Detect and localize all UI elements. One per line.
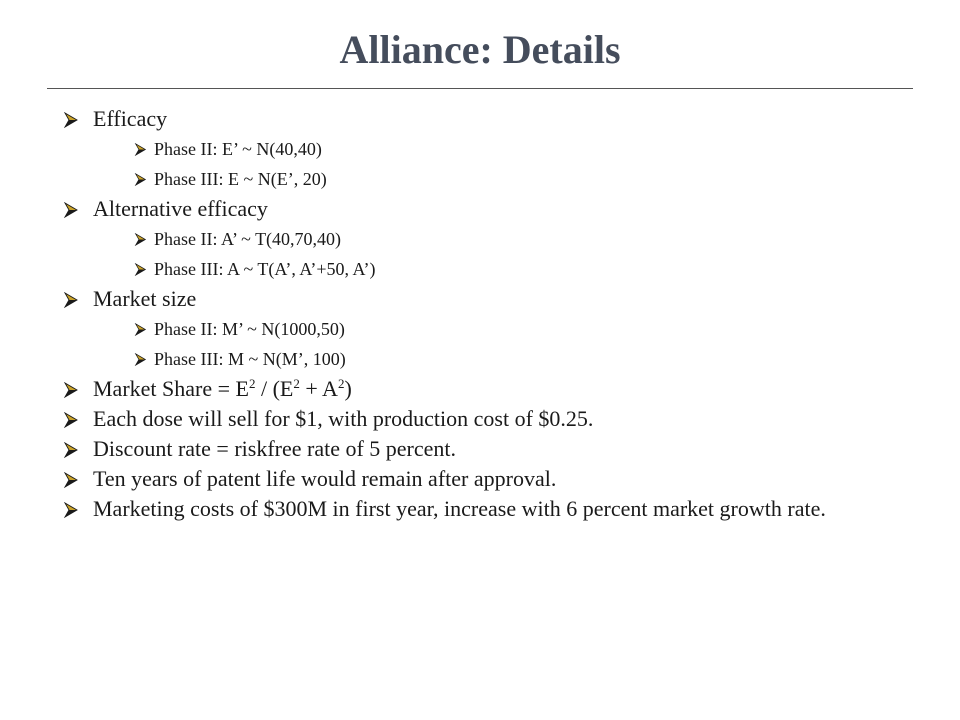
slide-title: Alliance: Details (339, 27, 621, 72)
formula-exponent: 2 (337, 376, 345, 391)
bullet-text: Each dose will sell for $1, with production cost of $0.25. (93, 406, 594, 431)
bullet-alternative-efficacy (63, 194, 913, 284)
bullet-marketing-costs (63, 494, 913, 521)
efficacy-sub-list (93, 134, 913, 194)
chevron-arrow-icon (63, 472, 79, 488)
chevron-arrow-icon (63, 442, 79, 458)
chevron-arrow-icon (63, 112, 79, 128)
chevron-arrow-icon (134, 323, 147, 336)
formula-exponent: 2 (293, 376, 300, 391)
chevron-arrow-icon (63, 412, 79, 428)
bullet-dose-price (63, 404, 913, 434)
sub-bullet-market-size-phase2 (134, 314, 913, 344)
bullet-market-share (63, 374, 913, 404)
bullet-market-size (63, 284, 913, 374)
sub-bullet-alt-efficacy-phase3 (134, 254, 913, 284)
bullet-text: Discount rate = riskfree rate of 5 percent. (93, 436, 457, 461)
sub-bullet-efficacy-phase2 (134, 134, 913, 164)
bullet-market-size-label: Market size (93, 286, 197, 311)
sub-bullet-text: Phase II: A’ ~ T(40,70,40) (154, 229, 342, 249)
sub-bullet-text: Phase III: M ~ N(M’, 100) (154, 349, 346, 369)
chevron-arrow-icon (134, 353, 147, 366)
chevron-arrow-icon (63, 292, 79, 308)
sub-bullet-text: Phase III: E ~ N(E’, 20) (154, 169, 327, 189)
formula-exponent: 2 (248, 376, 256, 391)
formula-part: + A (299, 376, 338, 401)
chevron-arrow-icon (134, 263, 147, 276)
sub-bullet-text: Phase II: M’ ~ N(1000,50) (154, 319, 345, 339)
title-divider (47, 88, 913, 89)
sub-bullet-text: Phase II: E’ ~ N(40,40) (154, 139, 322, 159)
bullet-discount-rate (63, 434, 913, 464)
chevron-arrow-icon (63, 202, 79, 218)
sub-bullet-alt-efficacy-phase2 (134, 224, 913, 254)
chevron-arrow-icon (134, 173, 147, 186)
bullet-alternative-efficacy-label: Alternative efficacy (93, 196, 268, 221)
chevron-arrow-icon (134, 143, 147, 156)
sub-bullet-market-size-phase3 (134, 344, 913, 374)
chevron-arrow-icon (63, 382, 79, 398)
bullet-text: Marketing costs of $300M in first year, increase with 6 percent market growth rate. (93, 496, 826, 521)
bullet-patent-life (63, 464, 913, 494)
alternative-efficacy-sub-list (93, 224, 913, 284)
bullet-efficacy-label: Efficacy (93, 106, 168, 131)
sub-bullet-text: Phase III: A ~ T(A’, A’+50, A’) (154, 259, 376, 279)
sub-bullet-efficacy-phase3 (134, 164, 913, 194)
market-share-formula (93, 376, 352, 401)
formula-part: Market Share = E (93, 376, 249, 401)
bullet-text: Ten years of patent life would remain after approval. (93, 466, 557, 491)
bullet-list (63, 104, 913, 521)
formula-part: ) (344, 376, 352, 401)
chevron-arrow-icon (134, 233, 147, 246)
formula-part: / (E (255, 376, 294, 401)
chevron-arrow-icon (63, 502, 79, 518)
market-size-sub-list (93, 314, 913, 374)
bullet-efficacy (63, 104, 913, 194)
